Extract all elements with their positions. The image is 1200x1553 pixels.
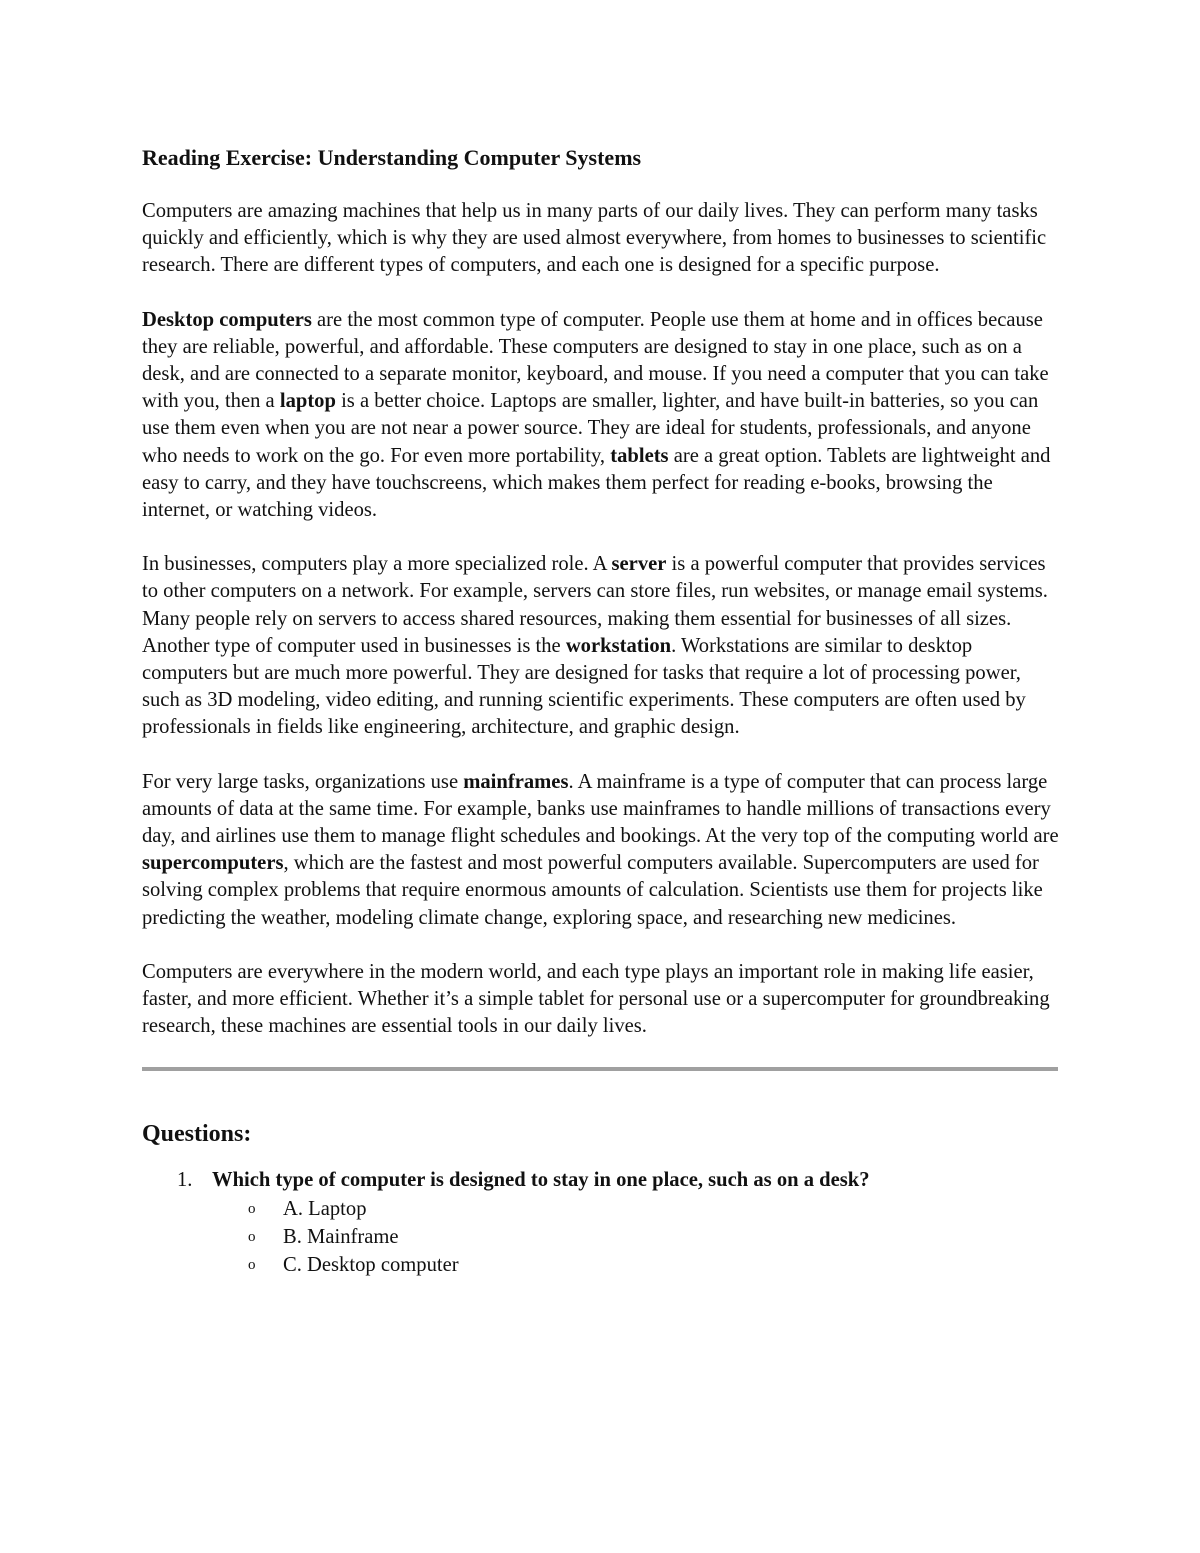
paragraph-text: are the most common type of computer. People use them at home and in offices because they are reliable, powerful, and affordable. These computers are designed to stay in one place, such as on a desk, and are connected to a separate monitor, keyboard, and mouse. If you need a computer that you can take with you, then a <box>142 308 1049 413</box>
question-number: 1. <box>177 1169 193 1192</box>
term-supercomputers: supercomputers <box>142 852 284 875</box>
paragraph-text: is a powerful computer that provides services to other computers on a network. For example, servers can store files, run websites, or manage email systems. Many people rely on servers to access shared resources, making them essential for businesses of all sizes. Another type of computer used in businesses is the <box>142 553 1048 657</box>
paragraph-text: In businesses, computers play a more specialized role. A <box>142 553 612 576</box>
paragraph-text: is a better choice. Laptops are smaller, lighter, and have built-in batteries, so you can use them even when you are not near a power source. They are ideal for students, professionals, and anyone who needs to work on the go. For even more portability, <box>142 390 1039 467</box>
paragraph-text: are a great option. Tablets are lightweight and easy to carry, and they have touchscreens, which makes them perfect for reading e-books, browsing the internet, or watching videos. <box>142 444 1051 522</box>
paragraph-server-workstation <box>142 551 1060 741</box>
document-page <box>142 140 1060 1279</box>
horizontal-divider <box>142 1067 1058 1071</box>
answer-option-label: A. Laptop <box>283 1197 367 1220</box>
answer-options <box>212 1195 1060 1279</box>
paragraph-intro: Computers are amazing machines that help us in many parts of our daily lives. They can perform many tasks quickly and efficiently, which is why they are used almost everywhere, from homes to businesses to scientific research. There are different types of computers, and each one is designed for a specific purpose. <box>142 200 1047 277</box>
answer-option <box>212 1195 1060 1223</box>
question-text: Which type of computer is designed to stay in one place, such as on a desk? <box>212 1169 870 1192</box>
answer-option <box>212 1223 1060 1251</box>
answer-option-label: C. Desktop computer <box>283 1253 459 1276</box>
circle-bullet-icon: o <box>248 1256 256 1273</box>
circle-bullet-icon: o <box>248 1228 256 1245</box>
term-tablets: tablets <box>610 444 669 467</box>
term-laptop: laptop <box>279 390 336 413</box>
questions-heading: Questions: <box>142 1121 252 1148</box>
question-item <box>142 1167 1060 1279</box>
paragraph-mainframe-supercomputer <box>142 769 1060 932</box>
paragraph-desktop-laptop-tablet <box>142 307 1060 525</box>
paragraph-conclusion: Computers are everywhere in the modern world, and each type plays an important role in making life easier, faster, and more efficient. Whether it’s a simple tablet for personal use or a supercomputer for groundbreaking research, these machines are essential tools in our daily lives. <box>142 960 1050 1038</box>
answer-option-label: B. Mainframe <box>283 1225 399 1248</box>
paragraph-text: For very large tasks, organizations use <box>142 770 464 793</box>
term-server: server <box>611 553 667 576</box>
paragraph-text: . A mainframe is a type of computer that can process large amounts of data at the same time. For example, banks use mainframes to handle millions of transactions every day, and airlines use them to manage flight schedules and bookings. At the very top of the computing world are <box>142 770 1059 848</box>
term-mainframes: mainframes <box>463 770 569 793</box>
paragraph-text: . Workstations are similar to desktop computers but are much more powerful. They are designed for tasks that require a lot of processing power, such as 3D modeling, video editing, and running scientific experiments. These computers are often used by professionals in fields like engineering, architecture, and graphic design. <box>142 634 1026 739</box>
document-title: Reading Exercise: Understanding Computer Systems <box>142 145 642 170</box>
circle-bullet-icon: o <box>248 1200 256 1217</box>
answer-option <box>212 1251 1060 1279</box>
term-workstation: workstation <box>565 634 672 657</box>
question-list <box>142 1167 1060 1279</box>
term-desktop-computers: Desktop computers <box>142 308 312 331</box>
paragraph-text: , which are the fastest and most powerful computers available. Supercomputers are used for solving complex problems that require enormous amounts of calculation. Scientists use them for projects like predicting the weather, modeling climate change, exploring space, and researching new medicines. <box>142 852 1043 929</box>
